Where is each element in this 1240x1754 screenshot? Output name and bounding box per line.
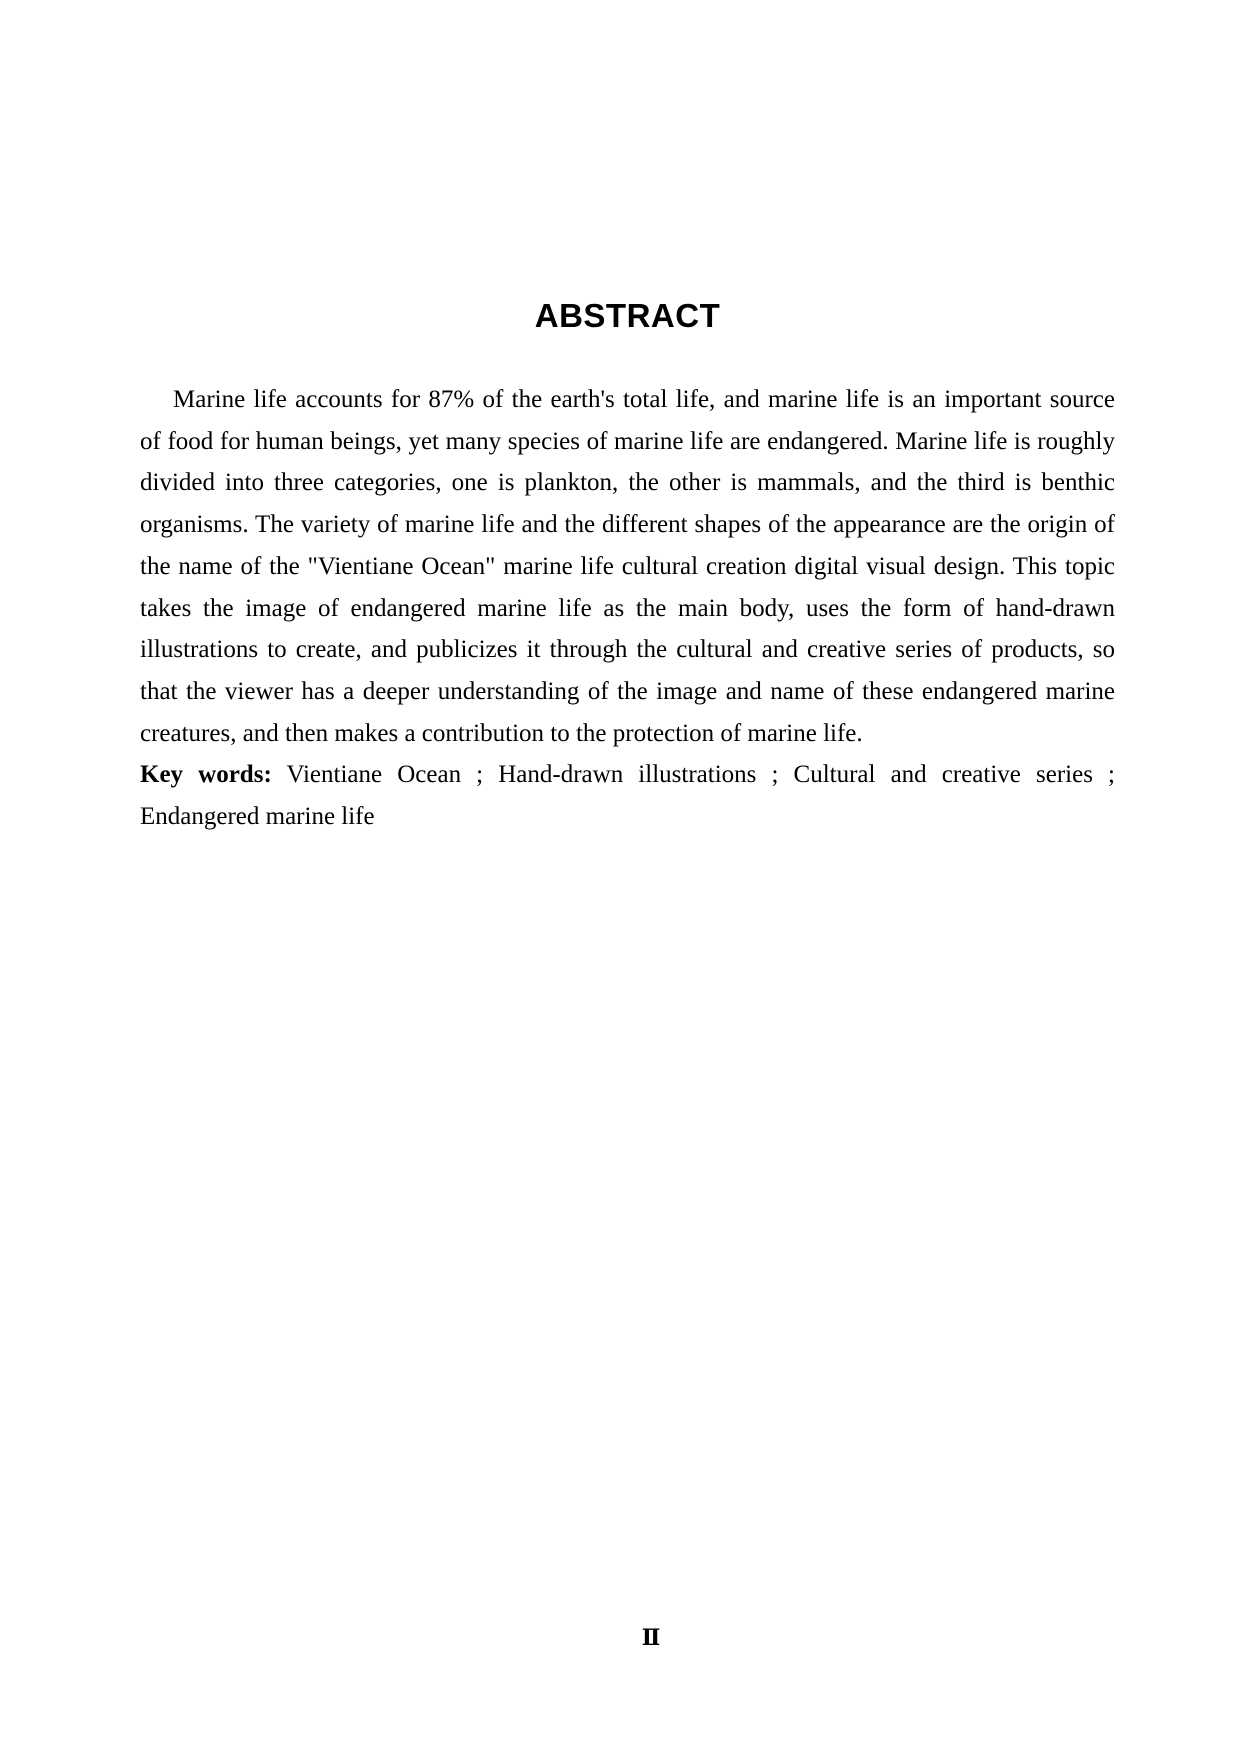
abstract-line: illustrations to create, and publicizes it through the cultural and creative series of products, so	[140, 636, 1115, 664]
keywords-line-1	[140, 754, 1115, 796]
abstract-line: takes the image of endangered marine life as the main body, uses the form of hand-drawn	[140, 594, 1115, 622]
abstract-line: divided into three categories, one is plankton, the other is mammals, and the third is benthic	[140, 469, 1115, 497]
abstract-line: creatures, and then makes a contribution to the protection of marine life.	[140, 719, 863, 747]
keywords-label: Key words:	[140, 761, 272, 789]
abstract-line: organisms. The variety of marine life and the different shapes of the appearance are the origin of	[140, 511, 1115, 539]
page-content	[140, 0, 1115, 838]
abstract-line: of food for human beings, yet many species of marine life are endangered. Marine life is roughly	[140, 427, 1115, 455]
page-number: Ⅱ	[641, 1625, 661, 1651]
page-title: ABSTRACT	[534, 297, 721, 334]
keywords-section	[140, 754, 1115, 837]
keywords-text: Vientiane Ocean ; Hand-drawn illustrations ; Cultural and creative series ;	[286, 761, 1115, 789]
keywords-line-2: Endangered marine life	[140, 803, 375, 831]
abstract-paragraph	[140, 379, 1115, 754]
abstract-line: Marine life accounts for 87% of the earth's total life, and marine life is an important source	[173, 386, 1115, 413]
abstract-line: that the viewer has a deeper understanding of the image and name of these endangered marine	[140, 677, 1115, 705]
abstract-line: the name of the "Vientiane Ocean" marine life cultural creation digital visual design. This topic	[140, 552, 1115, 580]
